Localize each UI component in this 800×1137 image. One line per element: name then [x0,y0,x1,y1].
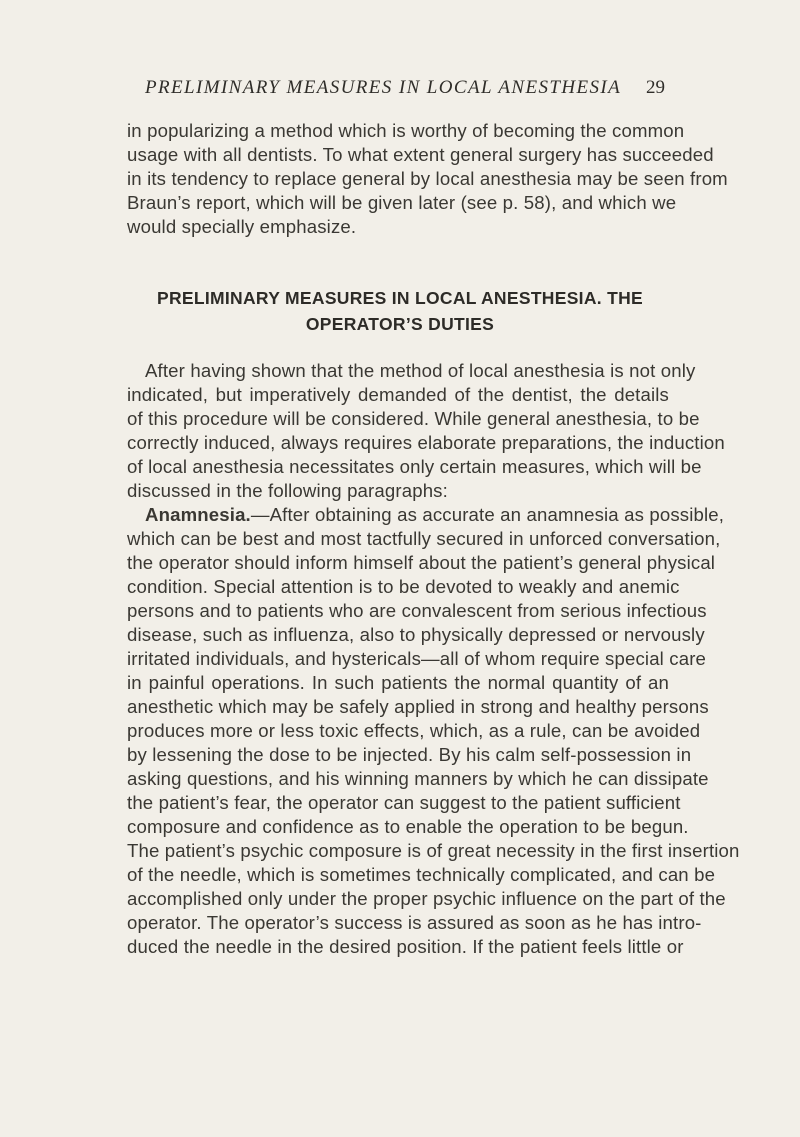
anamnesia-line: disease, such as influenza, also to physically depressed or nervously [127,624,705,645]
anamnesia-line: The patient’s psychic composure is of great necessity in the first insertion [127,840,740,861]
anamnesia-line: the patient’s fear, the operator can suggest to the patient sufficient [127,792,681,813]
anamnesia-line: the operator should inform himself about the patient’s general physical [127,552,716,573]
paragraph-line: discussed in the following paragraphs: [127,480,448,501]
paragraph-line: After having shown that the method of local anesthesia is not only [145,360,696,381]
section-heading-line: PRELIMINARY MEASURES IN LOCAL ANESTHESIA. THE [156,288,644,308]
intro-line: in its tendency to replace general by local anesthesia may be seen from [127,168,728,189]
section-heading-line: OPERATOR’S DUTIES [305,314,495,334]
intro-line: would specially emphasize. [127,216,357,237]
anamnesia-line: produces more or less toxic effects, which, as a rule, can be avoided [127,720,701,741]
intro-line: usage with all dentists. To what extent general surgery has succeeded [127,144,714,165]
anamnesia-line: in painful operations. In such patients the normal quantity of an [127,672,669,693]
anamnesia-line: by lessening the dose to be injected. By his calm self-possession in [127,744,692,765]
paragraph-line: of local anesthesia necessitates only certain measures, which will be [127,456,702,477]
anamnesia-line: persons and to patients who are convalescent from serious infectious [127,600,707,621]
paragraph-line: indicated, but imperatively demanded of the dentist, the details [127,384,669,405]
anamnesia-line: of the needle, which is sometimes technically complicated, and can be [127,864,716,885]
running-head: PRELIMINARY MEASURES IN LOCAL ANESTHESIA [145,77,622,98]
anamnesia-line: condition. Special attention is to be devoted to weakly and anemic [127,576,680,597]
anamnesia-runin-heading: Anamnesia. [145,504,251,525]
intro-line: in popularizing a method which is worthy of becoming the common [127,120,685,141]
anamnesia-line: asking questions, and his winning manners by which he can dissipate [127,768,709,789]
anamnesia-line: irritated individuals, and hystericals—all of whom require special care [127,648,707,669]
anamnesia-line: composure and confidence as to enable the operation to be begun. [127,816,689,837]
anamnesia-line: operator. The operator’s success is assured as soon as he has intro- [127,912,702,933]
page-number: 29 [646,77,665,98]
paragraph-line: correctly induced, always requires elaborate preparations, the induction [127,432,725,453]
anamnesia-line: anesthetic which may be safely applied in strong and healthy persons [127,696,709,717]
anamnesia-first-line-text: —After obtaining as accurate an anamnesia as possible, [250,504,725,525]
paragraph-line: of this procedure will be considered. While general anesthesia, to be [127,408,700,429]
anamnesia-line: which can be best and most tactfully secured in unforced conversation, [127,528,721,549]
anamnesia-line: accomplished only under the proper psychic influence on the part of the [127,888,726,909]
anamnesia-line: duced the needle in the desired position. If the patient feels little or [127,936,684,957]
intro-line: Braun’s report, which will be given later (see p. 58), and which we [127,192,677,213]
anamnesia-first-line [145,503,725,527]
